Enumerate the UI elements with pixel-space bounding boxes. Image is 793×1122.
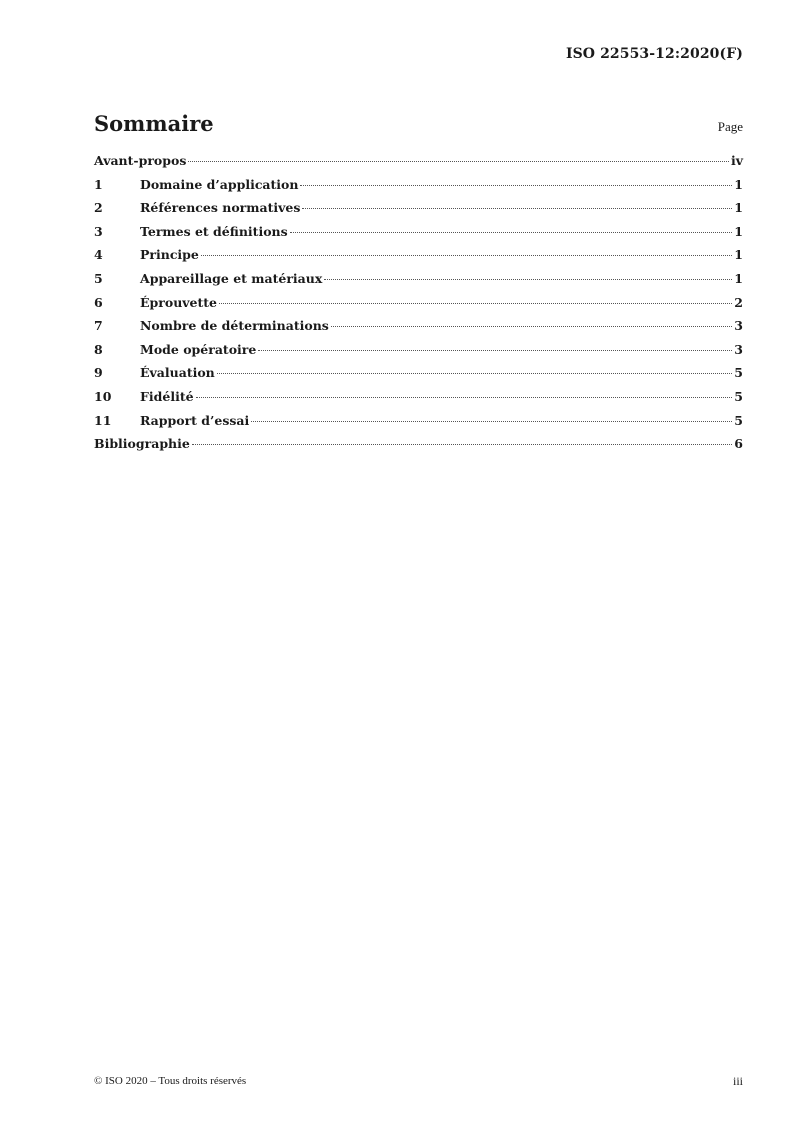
toc-dot-leader — [331, 326, 732, 327]
table-of-contents — [94, 153, 743, 460]
toc-entry-number: 7 — [94, 318, 103, 334]
toc-entry-page: 2 — [734, 294, 743, 310]
toc-entry-title: Éprouvette — [140, 294, 217, 310]
toc-entry-number: 1 — [94, 176, 103, 192]
toc-entry-title: Domaine d’application — [140, 176, 299, 192]
toc-entry[interactable] — [94, 153, 743, 177]
toc-entry-title: Principe — [140, 247, 199, 263]
toc-entry-number: 9 — [94, 365, 103, 381]
toc-entry-number: 8 — [94, 341, 103, 357]
toc-entry-page: 3 — [734, 341, 743, 357]
toc-entry-page: 1 — [734, 200, 743, 216]
copyright-notice: © ISO 2020 – Tous droits réservés — [94, 1075, 247, 1087]
toc-entry-title: Rapport d’essai — [140, 412, 250, 428]
toc-entry-number: 2 — [94, 200, 103, 216]
toc-dot-leader — [290, 232, 733, 233]
toc-entry-title: Bibliographie — [94, 436, 190, 452]
toc-entry-title: Avant-propos — [94, 153, 187, 168]
page-number: iii — [732, 1074, 743, 1088]
toc-entry-title: Fidélité — [140, 388, 194, 404]
toc-entry-page: 1 — [734, 176, 743, 192]
toc-entry[interactable] — [94, 295, 743, 319]
toc-entry[interactable] — [94, 413, 743, 437]
toc-entry-number: 3 — [94, 223, 103, 239]
toc-entry-page: 6 — [734, 436, 743, 452]
toc-entry-title: Appareillage et matériaux — [140, 270, 323, 286]
document-code: ISO 22553-12:2020(F) — [565, 46, 743, 62]
toc-dot-leader — [251, 421, 732, 422]
toc-dot-leader — [192, 444, 732, 445]
toc-heading-row — [94, 111, 743, 141]
toc-entry-number: 11 — [94, 412, 112, 428]
toc-dot-leader — [324, 279, 732, 280]
toc-entry-page: 5 — [734, 388, 743, 404]
toc-entry-number: 6 — [94, 294, 103, 310]
toc-entry[interactable] — [94, 389, 743, 413]
toc-entry[interactable] — [94, 200, 743, 224]
toc-entry[interactable] — [94, 247, 743, 271]
toc-entry-number: 4 — [94, 247, 103, 263]
toc-entry-page: 3 — [734, 318, 743, 334]
page-column-label: Page — [717, 119, 743, 134]
toc-entry-page: iv — [730, 153, 743, 168]
toc-entry-page: 1 — [734, 270, 743, 286]
toc-entry-title: Termes et définitions — [140, 223, 288, 239]
toc-entry[interactable] — [94, 436, 743, 460]
toc-entry[interactable] — [94, 271, 743, 295]
toc-dot-leader — [300, 185, 732, 186]
toc-entry-page: 5 — [734, 412, 743, 428]
toc-entry-title: Références normatives — [140, 200, 301, 216]
toc-entry[interactable] — [94, 318, 743, 342]
toc-entry-title: Évaluation — [140, 365, 215, 381]
toc-dot-leader — [219, 303, 732, 304]
toc-dot-leader — [196, 397, 733, 398]
toc-entry-page: 1 — [734, 247, 743, 263]
toc-entry-title: Nombre de déterminations — [140, 318, 329, 334]
toc-entry[interactable] — [94, 342, 743, 366]
toc-entry[interactable] — [94, 365, 743, 389]
toc-dot-leader — [258, 350, 732, 351]
toc-dot-leader — [201, 255, 732, 256]
toc-entry-number: 5 — [94, 270, 103, 286]
toc-entry-page: 1 — [734, 223, 743, 239]
toc-entry-page: 5 — [734, 365, 743, 381]
toc-dot-leader — [188, 161, 729, 162]
toc-entry[interactable] — [94, 177, 743, 201]
toc-dot-leader — [302, 208, 732, 209]
toc-entry-title: Mode opératoire — [140, 341, 257, 357]
toc-dot-leader — [217, 373, 733, 374]
toc-entry[interactable] — [94, 224, 743, 248]
toc-title: Sommaire — [94, 111, 214, 136]
toc-entry-number: 10 — [94, 388, 112, 404]
